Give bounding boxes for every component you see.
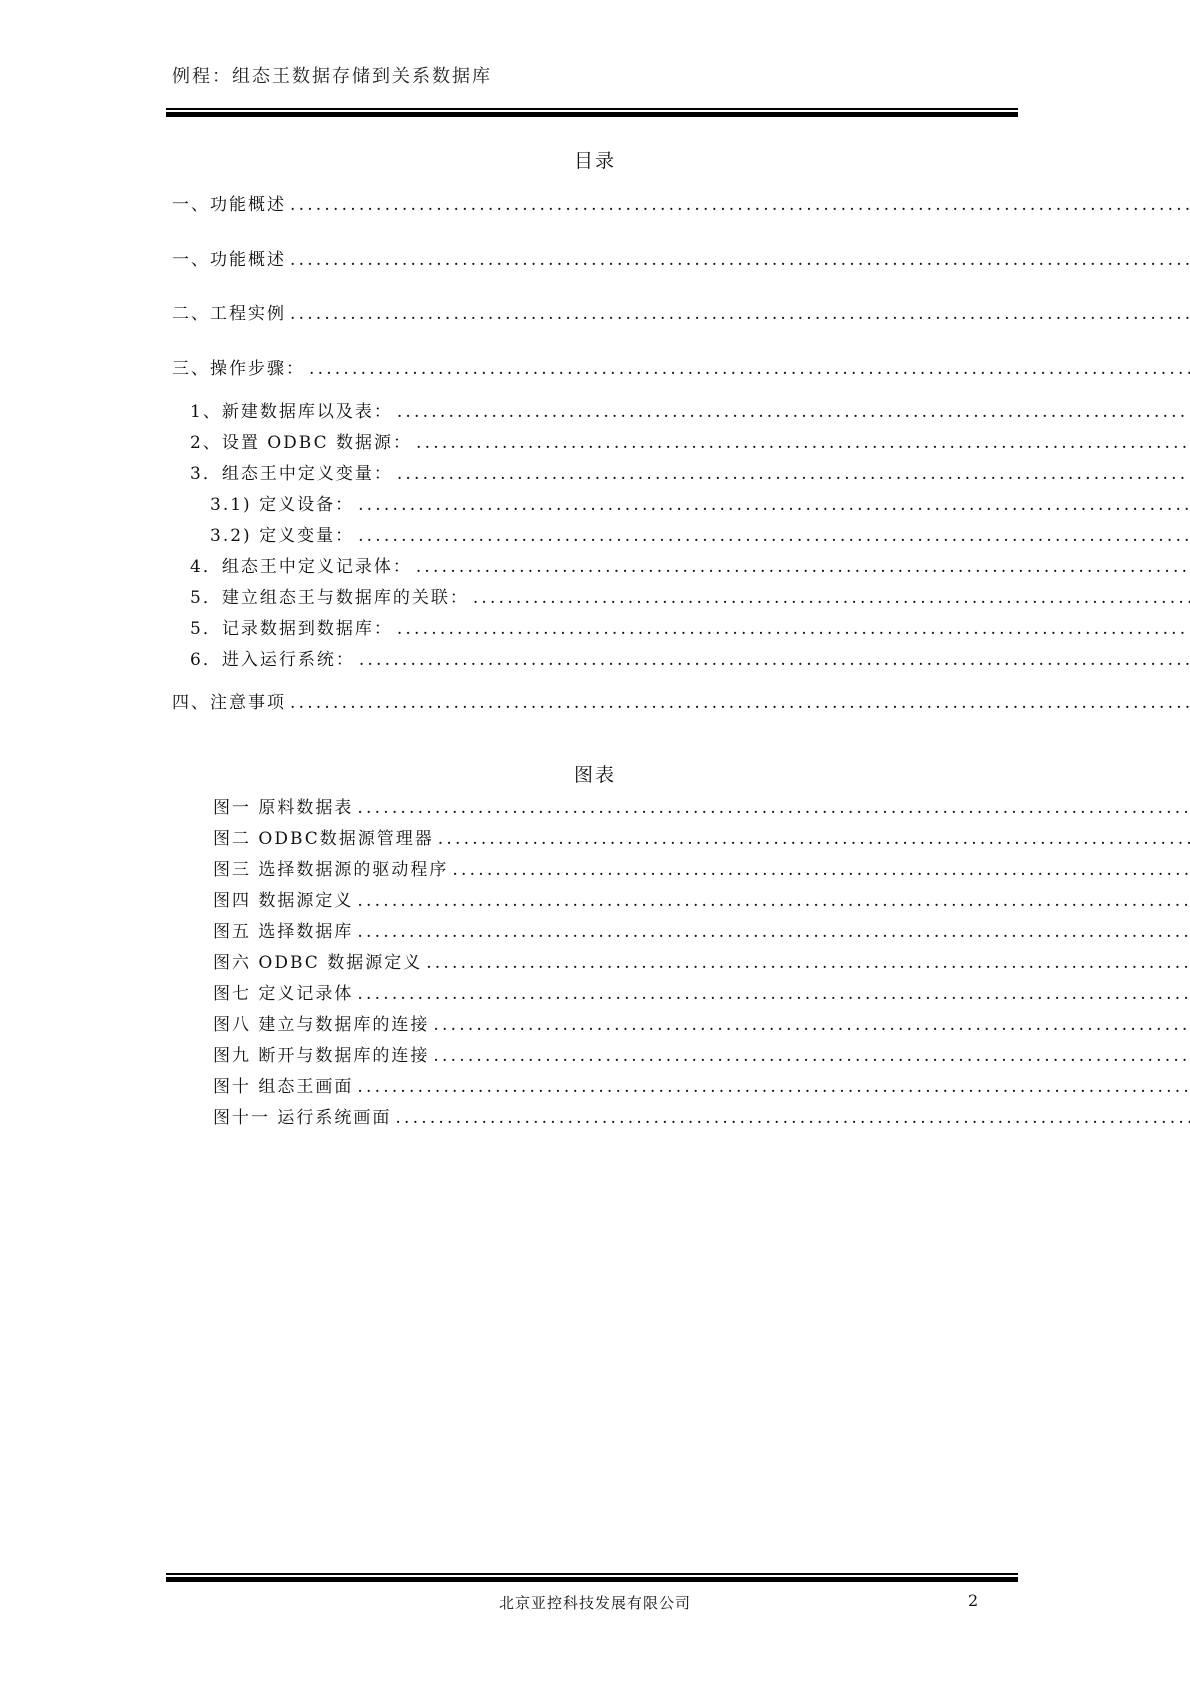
toc-entry[interactable] bbox=[190, 583, 1190, 608]
figure-entry[interactable] bbox=[213, 886, 1190, 911]
figure-entry-label: 图六 ODBC 数据源定义 bbox=[213, 953, 423, 973]
toc-entry[interactable] bbox=[172, 299, 1190, 324]
toc-entry[interactable] bbox=[172, 245, 1190, 270]
toc-entry-label: 3.1) 定义设备： bbox=[210, 495, 355, 515]
toc-dot-leader bbox=[358, 526, 1190, 546]
toc-dot-leader bbox=[473, 588, 1190, 608]
toc-entry[interactable] bbox=[172, 354, 1190, 379]
header-rule-thick bbox=[166, 112, 1018, 117]
figure-dot-leader bbox=[433, 1046, 1190, 1066]
toc-dot-leader bbox=[290, 250, 1190, 270]
toc-entry-label: 5．建立组态王与数据库的关联： bbox=[190, 588, 469, 608]
figure-entry[interactable] bbox=[213, 1072, 1190, 1097]
toc-entry-label: 1、新建数据库以及表： bbox=[190, 402, 393, 422]
toc-dot-leader bbox=[290, 304, 1190, 324]
figure-entry[interactable] bbox=[213, 1010, 1190, 1035]
toc-dot-leader bbox=[397, 619, 1190, 639]
toc-dot-leader bbox=[309, 359, 1190, 379]
toc-entry-label: 3.2) 定义变量： bbox=[210, 526, 355, 546]
toc-dot-leader bbox=[290, 195, 1190, 215]
page-number: 2 bbox=[968, 1591, 979, 1610]
toc-entry-label: 一、功能概述 bbox=[172, 195, 286, 215]
toc-entry[interactable] bbox=[190, 614, 1190, 639]
figure-entry-label: 图十 组态王画面 bbox=[213, 1077, 354, 1097]
figure-entry[interactable] bbox=[213, 979, 1190, 1004]
figure-entry-label: 图一 原料数据表 bbox=[213, 798, 354, 818]
figure-entry-label: 图二 ODBC数据源管理器 bbox=[213, 829, 434, 849]
toc-entry-label: 4．组态王中定义记录体： bbox=[190, 557, 412, 577]
figure-entry[interactable] bbox=[213, 917, 1190, 942]
footer-rule-thin bbox=[166, 1573, 1018, 1575]
header-rule-thin bbox=[166, 108, 1018, 110]
figure-entry-label: 图三 选择数据源的驱动程序 bbox=[213, 860, 449, 880]
figure-entry-label: 图四 数据源定义 bbox=[213, 891, 354, 911]
toc-dot-leader bbox=[416, 557, 1190, 577]
figure-entry-label: 图五 选择数据库 bbox=[213, 922, 354, 942]
toc-dot-leader bbox=[358, 495, 1190, 515]
toc-entry-label: 6．进入运行系统： bbox=[190, 650, 355, 670]
toc-entry-label: 5．记录数据到数据库： bbox=[190, 619, 393, 639]
toc-dot-leader bbox=[416, 433, 1190, 453]
figure-dot-leader bbox=[357, 922, 1190, 942]
toc-dot-leader bbox=[290, 693, 1190, 713]
toc-entry[interactable] bbox=[210, 521, 1190, 546]
header-title: 例程：组态王数据存储到关系数据库 bbox=[172, 66, 492, 87]
toc-entry[interactable] bbox=[210, 490, 1190, 515]
figure-dot-leader bbox=[452, 860, 1190, 880]
footer-rule-thick bbox=[166, 1577, 1018, 1582]
figure-dot-leader bbox=[426, 953, 1190, 973]
toc-entry[interactable] bbox=[172, 688, 1190, 713]
figure-dot-leader bbox=[395, 1108, 1190, 1128]
figure-entry-label: 图十一 运行系统画面 bbox=[213, 1108, 392, 1128]
toc-entry-label: 四、注意事项 bbox=[172, 693, 286, 713]
footer-company: 北京亚控科技发展有限公司 bbox=[498, 1594, 691, 1612]
toc-entry[interactable] bbox=[190, 428, 1190, 453]
toc-entry-label: 二、工程实例 bbox=[172, 304, 286, 324]
figure-dot-leader bbox=[433, 1015, 1190, 1035]
figure-dot-leader bbox=[357, 891, 1190, 911]
figure-entry[interactable] bbox=[213, 1041, 1190, 1066]
toc-heading: 目录 bbox=[573, 150, 616, 172]
toc-entry[interactable] bbox=[190, 552, 1190, 577]
figures-heading: 图表 bbox=[573, 764, 616, 786]
figure-entry[interactable] bbox=[213, 1103, 1190, 1128]
toc-entry[interactable] bbox=[172, 190, 1190, 215]
toc-entry-label: 2、设置 ODBC 数据源： bbox=[190, 433, 413, 453]
figure-entry-label: 图八 建立与数据库的连接 bbox=[213, 1015, 430, 1035]
toc-entry-label: 三、操作步骤： bbox=[172, 359, 305, 379]
toc-entry-label: 3．组态王中定义变量： bbox=[190, 464, 393, 484]
toc-entry[interactable] bbox=[190, 397, 1190, 422]
figure-entry-label: 图九 断开与数据库的连接 bbox=[213, 1046, 430, 1066]
toc-entry[interactable] bbox=[190, 645, 1190, 670]
figure-dot-leader bbox=[357, 798, 1190, 818]
toc-entry-label: 一、功能概述 bbox=[172, 250, 286, 270]
figure-entry[interactable] bbox=[213, 855, 1190, 880]
toc-dot-leader bbox=[359, 650, 1190, 670]
figure-dot-leader bbox=[438, 829, 1190, 849]
figure-entry[interactable] bbox=[213, 948, 1190, 973]
toc-dot-leader bbox=[397, 402, 1190, 422]
toc-entry[interactable] bbox=[190, 459, 1190, 484]
toc-dot-leader bbox=[397, 464, 1190, 484]
figure-entry[interactable] bbox=[213, 793, 1190, 818]
figure-entry-label: 图七 定义记录体 bbox=[213, 984, 354, 1004]
figure-dot-leader bbox=[357, 1077, 1190, 1097]
figure-dot-leader bbox=[357, 984, 1190, 1004]
figure-entry[interactable] bbox=[213, 824, 1190, 849]
